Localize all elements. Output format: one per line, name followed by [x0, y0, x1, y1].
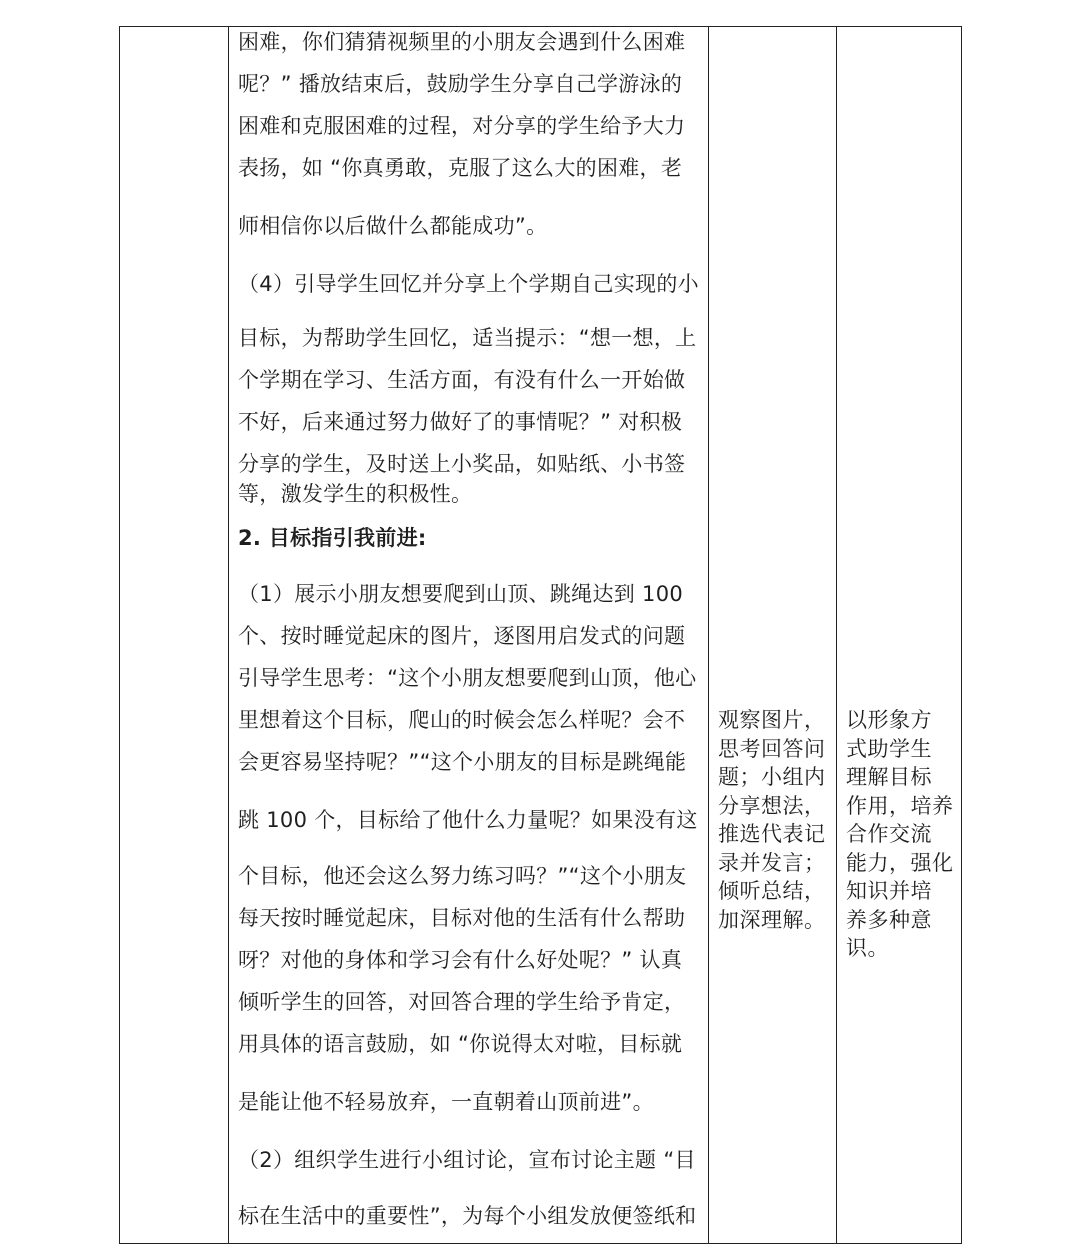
teacher-text-line: 引导学生思考：“这个小朋友想要爬到山顶，他心 — [238, 666, 697, 690]
teacher-text-line: 倾听学生的回答，对回答合理的学生给予肯定， — [238, 990, 686, 1014]
teacher-text-line: 里想着这个目标，爬山的时候会怎么样呢？会不 — [238, 708, 686, 732]
intent-text-line: 以形象方 — [846, 708, 932, 732]
teacher-text-line: 标在生活中的重要性”，为每个小组发放便签纸和 — [238, 1204, 697, 1228]
teacher-text-line: 等，激发学生的积极性。 — [238, 482, 473, 506]
intent-text-line: 作用，培养 — [846, 793, 954, 818]
teacher-text-line: 会更容易坚持呢？”“这个小朋友的目标是跳绳能 — [238, 750, 687, 774]
teacher-text-line: 困难和克服困难的过程，对分享的学生给予大力 — [238, 114, 686, 138]
teacher-text-line: 每天按时睡觉起床，目标对他的生活有什么帮助 — [238, 906, 686, 930]
teacher-text-line: 跳 100 个，目标给了他什么力量呢？如果没有这 — [238, 808, 698, 832]
intent-text-line: 理解目标 — [846, 765, 932, 789]
student-text-line: 思考回答问 — [718, 736, 826, 761]
student-text-line: 分享想法， — [718, 793, 826, 818]
teacher-text-line: 困难，你们猜猜视频里的小朋友会遇到什么困难 — [238, 30, 686, 54]
student-text-line: 录并发言； — [718, 850, 826, 875]
teacher-text-line: 师相信你以后做什么都能成功”。 — [238, 214, 548, 238]
teacher-text-line: （4）引导学生回忆并分享上个学期自己实现的小 — [238, 272, 699, 296]
intent-text-line: 合作交流 — [846, 822, 932, 846]
teacher-text-line: 是能让他不轻易放弃，一直朝着山顶前进”。 — [238, 1090, 654, 1114]
design-intent-cell — [846, 706, 954, 963]
student-text-line: 观察图片， — [718, 708, 826, 732]
intent-text-line: 能力，强化 — [846, 850, 954, 875]
teacher-activity-cell — [238, 26, 700, 1244]
student-text-line: 推选代表记 — [718, 822, 826, 846]
teacher-text-line: 个学期在学习、生活方面，有没有什么一开始做 — [238, 368, 686, 392]
student-activity-cell — [718, 706, 826, 934]
teacher-text-line: 表扬，如 “你真勇敢，克服了这么大的困难，老 — [238, 156, 683, 180]
intent-text-line: 式助学生 — [846, 736, 932, 761]
teacher-text-line: （2）组织学生进行小组讨论，宣布讨论主题 “目 — [238, 1148, 696, 1172]
teacher-text-line: 呀？对他的身体和学习会有什么好处呢？” 认真 — [238, 948, 683, 972]
student-text-line: 加深理解。 — [718, 907, 826, 932]
teacher-text-line: 个目标，他还会这么努力练习吗？”“这个小朋友 — [238, 864, 687, 888]
teacher-text-line: 分享的学生，及时送上小奖品，如贴纸、小书签 — [238, 452, 686, 476]
teacher-text-line: 用具体的语言鼓励，如 “你说得太对啦，目标就 — [238, 1032, 683, 1056]
student-text-line: 倾听总结， — [718, 879, 826, 903]
column-divider-2 — [708, 26, 709, 1244]
teacher-text-line: 目标，为帮助学生回忆，适当提示：“想一想，上 — [238, 326, 697, 350]
student-text-line: 题；小组内 — [718, 765, 826, 789]
teacher-text-line: 个、按时睡觉起床的图片，逐图用启发式的问题 — [238, 624, 686, 648]
intent-text-line: 知识并培 — [846, 879, 932, 903]
empty-first-column — [120, 27, 228, 1243]
teacher-text-line: 呢？” 播放结束后，鼓励学生分享自己学游泳的 — [238, 72, 683, 96]
intent-text-line: 识。 — [846, 936, 889, 960]
column-divider-3 — [836, 26, 837, 1244]
section-heading: 2. 目标指引我前进: — [238, 526, 427, 550]
teacher-text-line: 不好，后来通过努力做好了的事情呢？” 对积极 — [238, 410, 683, 434]
teacher-text-line: （1）展示小朋友想要爬到山顶、跳绳达到 100 — [238, 582, 684, 606]
intent-text-line: 养多种意 — [846, 907, 932, 932]
column-divider-1 — [228, 26, 229, 1244]
